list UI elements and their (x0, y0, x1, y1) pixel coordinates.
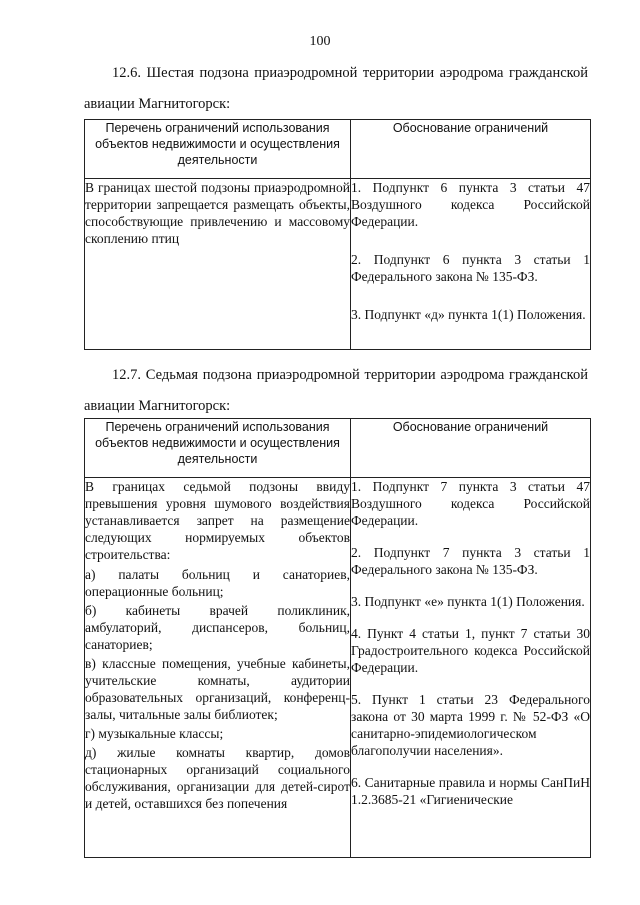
justification-item: 1. Подпункт 6 пункта 3 статьи 47 Воздушного кодекса Российской Федерации. (351, 180, 590, 229)
restriction-item: д) жилые комнаты квартир, домов стационарных организаций социального обслуживания, организации для детей-сирот и детей, оставшихся без попечения (85, 745, 350, 811)
column-header-justification: Обоснование ограничений (351, 120, 591, 179)
section-heading-12-7: 12.7. Седьмая подзона приаэродромной территории аэродрома гражданской авиации Магнитогорск: (84, 367, 588, 414)
justification-item: 6. Санитарные правила и нормы СанПиН 1.2.3685-21 «Гигиенические (351, 775, 590, 807)
justification-item: 5. Пункт 1 статьи 23 Федерального закона от 30 марта 1999 г. № 52-ФЗ «О санитарно-эпидемиологическом благополучии населения». (351, 692, 590, 758)
restrictions-table-12-7 (84, 418, 591, 858)
column-header-justification: Обоснование ограничений (351, 419, 591, 478)
restrictions-cell (85, 478, 351, 858)
column-header-restrictions: Перечень ограничений использования объектов недвижимости и осуществления деятельности (85, 120, 351, 179)
restriction-item: а) палаты больниц и санаториев, операционные больниц; (85, 567, 350, 599)
justification-item: 3. Подпункт «д» пункта 1(1) Положения. (351, 307, 586, 322)
restriction-item: В границах шестой подзоны приаэродромной территории запрещается размещать объекты, способствующие привлечению и массовому скоплению птиц (85, 180, 350, 246)
restrictions-cell (85, 179, 351, 350)
table-row (85, 478, 591, 858)
justification-item: 3. Подпункт «е» пункта 1(1) Положения. (351, 594, 585, 609)
restriction-item: в) классные помещения, учебные кабинеты, учительские комнаты, аудитории образовательных организаций, конференц-залы, читальные залы библиотек; (85, 656, 350, 722)
restriction-item: В границах седьмой подзоны ввиду превышения уровня шумового воздействия устанавливается запрет на размещение следующих нормируемых объектов строительства: (85, 479, 350, 562)
justification-item: 4. Пункт 4 статьи 1, пункт 7 статьи 30 Градостроительного кодекса Российской Федерации. (351, 626, 590, 675)
justification-item: 2. Подпункт 7 пункта 3 статьи 1 Федерального закона № 135-ФЗ. (351, 545, 590, 577)
table-header-row (85, 419, 591, 478)
justification-item: 2. Подпункт 6 пункта 3 статьи 1 Федерального закона № 135-ФЗ. (351, 252, 590, 284)
page-number: 100 (309, 34, 331, 49)
restrictions-table-12-6 (84, 119, 591, 350)
justification-item: 1. Подпункт 7 пункта 3 статьи 47 Воздушного кодекса Российской Федерации. (351, 479, 590, 528)
table-row (85, 179, 591, 350)
restriction-item: б) кабинеты врачей поликлиник, амбулаторий, диспансеров, больниц, санаториев; (85, 603, 350, 652)
restriction-item: г) музыкальные классы; (85, 726, 224, 741)
section-heading-12-6: 12.6. Шестая подзона приаэродромной территории аэродрома гражданской авиации Магнитогорск: (84, 65, 588, 112)
column-header-restrictions: Перечень ограничений использования объектов недвижимости и осуществления деятельности (85, 419, 351, 478)
justification-cell (351, 179, 591, 350)
justification-cell (351, 478, 591, 858)
table-header-row (85, 120, 591, 179)
